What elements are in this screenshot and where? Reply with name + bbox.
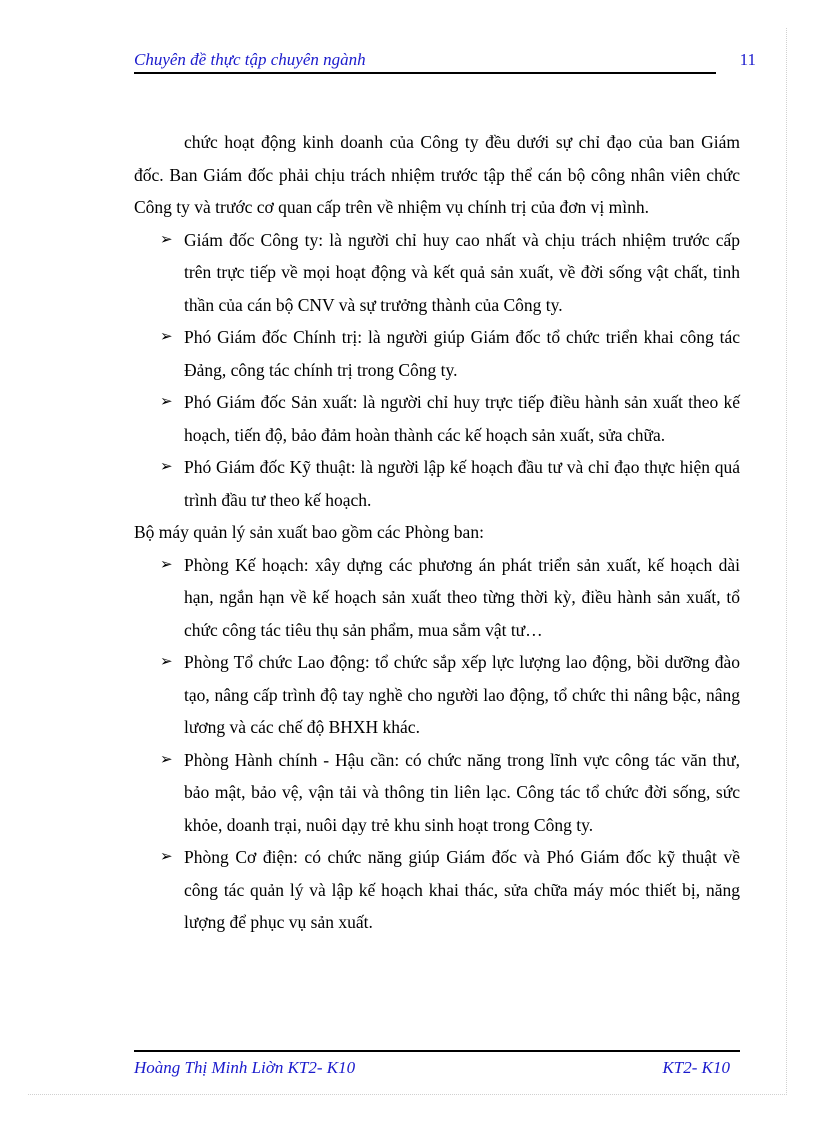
footer-class: KT2- K10 bbox=[662, 1058, 730, 1077]
arrow-bullet-icon: ➢ bbox=[160, 394, 173, 410]
list-item bbox=[134, 224, 740, 322]
list-item bbox=[134, 646, 740, 744]
list-item-text: Phòng Cơ điện: có chức năng giúp Giám đốc và Phó Giám đốc kỹ thuật về công tác quản lý và lập kế hoạch khai thác, sửa chữa máy móc thiết bị, năng lượng để phục vụ sản xuất. bbox=[184, 847, 740, 932]
list-item-text: Phó Giám đốc Chính trị: là người giúp Giám đốc tổ chức triển khai công tác Đảng, công tác chính trị trong Công ty. bbox=[184, 327, 740, 380]
document-body bbox=[134, 126, 740, 939]
list-item-text: Phòng Tổ chức Lao động: tổ chức sắp xếp lực lượng lao động, bồi dưỡng đào tạo, nâng cấp trình độ tay nghề cho người lao động, tổ chức thi nâng bậc, nâng lương và các chế độ BHXH khác. bbox=[184, 652, 740, 737]
list-item-text: Phòng Hành chính - Hậu cần: có chức năng trong lĩnh vực công tác văn thư, bảo mật, bảo vệ, vận tải và thông tin liên lạc. Công tác tổ chức đời sống, sức khỏe, doanh trại, nuôi dạy trẻ khu sinh hoạt trong Công ty. bbox=[184, 749, 740, 835]
list-item-text: Phó Giám đốc Sản xuất: là người chỉ huy trực tiếp điều hành sản xuất theo kế hoạch, tiến độ, bảo đảm hoàn thành các kế hoạch sản xuất, sửa chữa. bbox=[184, 392, 740, 445]
page-footer bbox=[134, 1050, 740, 1080]
arrow-bullet-icon: ➢ bbox=[160, 329, 173, 345]
directors-list bbox=[134, 224, 740, 517]
list-item bbox=[134, 549, 740, 647]
arrow-bullet-icon: ➢ bbox=[160, 459, 173, 475]
list-item-text: Phòng Kế hoạch: xây dựng các phương án phát triển sản xuất, kế hoạch dài hạn, ngắn hạn về kế hoạch sản xuất theo từng thời kỳ, điều hành sản xuất, tổ chức công tác tiêu thụ sản phẩm, mua sắm vật tư… bbox=[184, 554, 740, 640]
page-header bbox=[134, 46, 756, 74]
header-title: Chuyên đề thực tập chuyên ngành bbox=[134, 50, 366, 69]
arrow-bullet-icon: ➢ bbox=[160, 751, 173, 768]
list-item bbox=[134, 451, 740, 516]
arrow-bullet-icon: ➢ bbox=[160, 556, 173, 573]
list-item bbox=[134, 321, 740, 386]
list-item-text: Phó Giám đốc Kỹ thuật: là người lập kế hoạch đầu tư và chỉ đạo thực hiện quá trình đầu tư theo kế hoạch. bbox=[184, 457, 740, 510]
list-item bbox=[134, 841, 740, 939]
arrow-bullet-icon: ➢ bbox=[160, 654, 173, 670]
departments-list bbox=[134, 549, 740, 939]
list-item bbox=[134, 386, 740, 451]
header-rule bbox=[134, 72, 716, 74]
arrow-bullet-icon: ➢ bbox=[160, 231, 173, 248]
intro-paragraph: chức hoạt động kinh doanh của Công ty đều dưới sự chỉ đạo của ban Giám đốc. Ban Giám đốc phải chịu trách nhiệm trước tập thể cán bộ công nhân viên chức Công ty và trước cơ quan cấp trên về nhiệm vụ chính trị của đơn vị mình. bbox=[134, 132, 740, 217]
departments-intro: Bộ máy quản lý sản xuất bao gồm các Phòng ban: bbox=[134, 522, 484, 542]
list-item bbox=[134, 744, 740, 842]
page-number: 11 bbox=[739, 50, 756, 69]
list-item-text: Giám đốc Công ty: là người chỉ huy cao nhất và chịu trách nhiệm trước cấp trên trực tiếp về mọi hoạt động và kết quả sản xuất, về đời sống vật chất, tinh thần của cán bộ CNV và sự trưởng thành của Công ty. bbox=[184, 229, 740, 315]
footer-rule bbox=[134, 1050, 740, 1052]
footer-author: Hoàng Thị Minh Liờn KT2- K10 bbox=[134, 1058, 356, 1077]
arrow-bullet-icon: ➢ bbox=[160, 849, 173, 865]
